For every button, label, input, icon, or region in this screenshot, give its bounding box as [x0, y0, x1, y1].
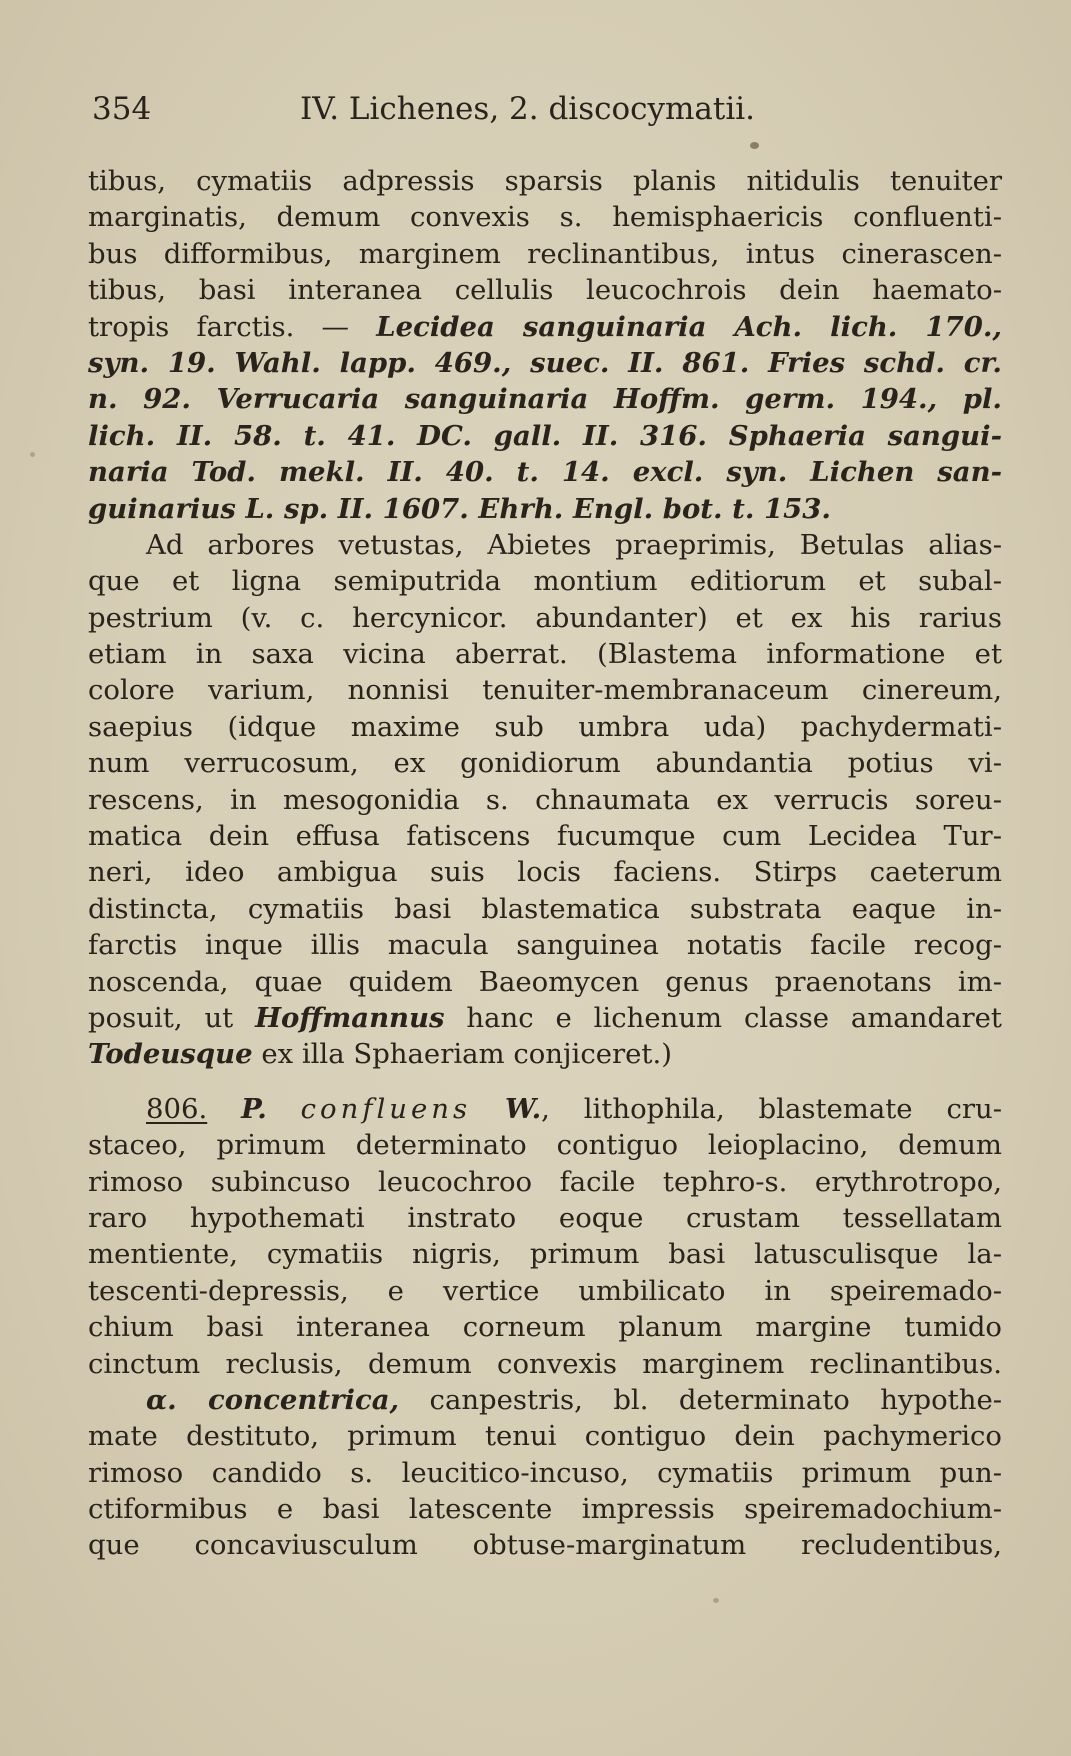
author-name: Todeusque: [88, 1038, 253, 1071]
text-line: raro hypothemati instrato eoque crustam tessellatam: [88, 1201, 1002, 1234]
text-line: marginatis, demum convexis s. hemisphaericis confluenti-: [88, 201, 1002, 234]
text-line: tibus, cymatiis adpressis sparsis planis nitidulis tenuiter: [88, 165, 1002, 197]
text-line: tibus, basi interanea cellulis leucochrois dein haemato-: [88, 274, 1002, 307]
text-line: matica dein effusa fatiscens fucumque cum Lecidea Tur-: [88, 820, 1002, 853]
text-line: noscenda, quae quidem Baeomycen genus praenotans im-: [88, 965, 1002, 998]
author-name: Hoffmannus: [255, 1001, 445, 1034]
text-line: saepius (idque maxime sub umbra uda) pachydermati-: [88, 710, 1002, 743]
text-fragment: ex illa Sphaeriam conjiceret.): [252, 1038, 672, 1071]
paper-speck: [750, 142, 759, 149]
text-line: distincta, cymatiis basi blastematica substrata eaque in-: [88, 892, 1002, 925]
text-fragment: hanc e lichenum classe amandaret: [444, 1001, 1002, 1034]
species-epithet: confluens: [300, 1092, 472, 1125]
text-line: bus difformibus, marginem reclinantibus, intus cinerascen-: [88, 237, 1002, 270]
paper-speck: [713, 1598, 719, 1603]
text-line: mentiente, cymatiis nigris, primum basi latusculisque la-: [88, 1238, 1002, 1271]
text-line: staceo, primum determinato contiguo leioplacino, demum: [88, 1129, 1002, 1162]
paper-speck: [30, 452, 35, 457]
citation-line: guinarius L. sp. II. 1607. Ehrh. Engl. bot. t. 153.: [88, 492, 831, 525]
text-line: mate destituto, primum tenui contiguo dein pachymerico: [88, 1420, 1002, 1453]
text-line: rimoso candido s. leucitico-incuso, cymatiis primum pun-: [88, 1456, 1002, 1489]
text-line: neri, ideo ambigua suis locis faciens. Stirps caeterum: [88, 856, 1002, 889]
text-line: [88, 309, 1002, 345]
variety-label: α. concentrica,: [146, 1383, 400, 1416]
text-line: num verrucosum, ex gonidiorum abundantia potius vi-: [88, 747, 1002, 780]
text-line: rescens, in mesogonidia s. chnaumata ex verrucis soreu-: [88, 783, 1002, 816]
text-line: cinctum reclusis, demum convexis marginem reclinantibus.: [88, 1347, 1002, 1380]
text-fragment: posuit, ut: [88, 1001, 256, 1034]
page-header: [92, 86, 1012, 132]
page-number: 354: [92, 91, 152, 127]
text-line: [88, 1000, 1002, 1036]
species-genus: P.: [241, 1092, 267, 1125]
running-head: IV. Lichenes, 2. discocymatii.: [300, 91, 756, 127]
body-text: [88, 163, 1002, 1564]
text-line: rimoso subincuso leucochroo facile tephro-s. erythrotropo,: [88, 1165, 1002, 1198]
text-line: farctis inque illis macula sanguinea notatis facile recog-: [88, 929, 1002, 962]
text-line: Ad arbores vetustas, Abietes praeprimis, Betulas alias-: [146, 528, 1002, 561]
citation-line: lich. II. 58. t. 41. DC. gall. II. 316. Sphaeria sangui-: [88, 419, 1002, 452]
text-line: chium basi interanea corneum planum margine tumido: [88, 1311, 1002, 1344]
citation: Lecidea sanguinaria Ach. lich. 170.,: [376, 310, 1002, 343]
text-line: colore varium, nonnisi tenuiter-membranaceum cinereum,: [88, 674, 1002, 707]
text-line: que concaviusculum obtuse-marginatum recludentibus,: [88, 1529, 1002, 1562]
species-heading-line: [88, 1091, 1002, 1127]
text-fragment: , lithophila, blastemate cru-: [541, 1092, 1002, 1125]
text-line: etiam in saxa vicina aberrat. (Blastema informatione et: [88, 638, 1002, 671]
citation-line: n. 92. Verrucaria sanguinaria Hoffm. germ. 194., pl.: [88, 383, 1002, 416]
text-line: tescenti-depressis, e vertice umbilicato in speiremado-: [88, 1274, 1002, 1307]
species-number: 806.: [146, 1092, 208, 1125]
text-line: pestrium (v. c. hercynicor. abundanter) et ex his rarius: [88, 601, 1002, 634]
text-fragment: tropis farctis. —: [88, 310, 377, 343]
citation-line: naria Tod. mekl. II. 40. t. 14. excl. syn. Lichen san-: [88, 456, 1002, 489]
citation-line: syn. 19. Wahl. lapp. 469., suec. II. 861. Fries schd. cr.: [88, 346, 1002, 379]
text-line: que et ligna semiputrida montium editiorum et subal-: [88, 565, 1002, 598]
species-author: W.: [504, 1092, 542, 1125]
text-line: [88, 1036, 1002, 1072]
variety-line: [88, 1382, 1002, 1418]
text-fragment: canpestris, bl. determinato hypothe-: [399, 1383, 1003, 1416]
text-line: ctiformibus e basi latescente impressis speiremadochium-: [88, 1493, 1002, 1526]
